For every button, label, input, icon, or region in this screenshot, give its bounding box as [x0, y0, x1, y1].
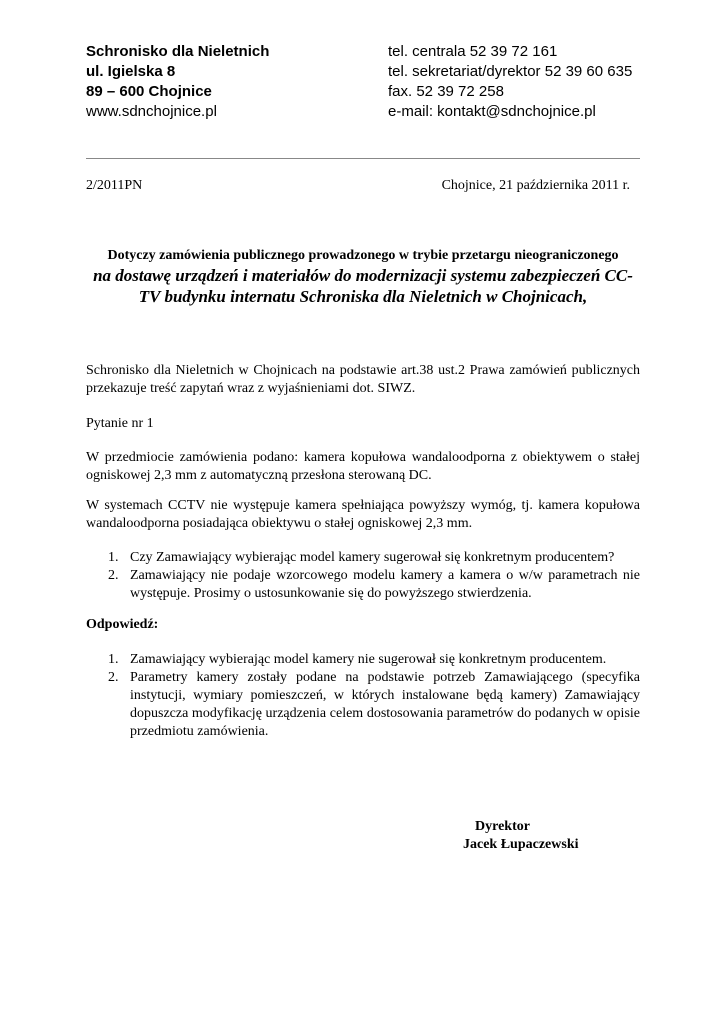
list-item-text: Zamawiający wybierając model kamery nie sugerował się konkretnym producentem. — [130, 652, 607, 667]
signature-name: Jacek Łupaczewski — [463, 837, 579, 852]
subject-line-1: Dotyczy zamówienia publicznego prowadzonego w trybie przetargu nieograniczonego — [107, 248, 619, 263]
list-item — [86, 549, 640, 567]
list-number: 1. — [108, 550, 119, 565]
org-name: Schronisko dla Nieletnich — [86, 43, 270, 60]
list-item-text: Czy Zamawiający wybierając model kamery sugerował się konkretnym producentem? — [130, 550, 615, 565]
list-item — [86, 651, 640, 669]
answer-heading: Odpowiedź: — [86, 617, 159, 632]
postal-city: 89 – 600 Chojnice — [86, 83, 212, 100]
intro-paragraph: Schronisko dla Nieletnich w Chojnicach na podstawie art.38 ust.2 Prawa zamówień publicznych przekazuje treść zapytań wraz z wyjaśnieniami dot. SIWZ. — [86, 363, 640, 396]
subject-block — [86, 247, 640, 307]
reference-number: 2/2011PN — [86, 178, 143, 193]
header-divider — [86, 158, 640, 159]
list-number: 2. — [108, 670, 119, 685]
contact-block — [388, 42, 632, 122]
question-heading: Pytanie nr 1 — [86, 416, 154, 431]
list-item — [86, 669, 640, 741]
question-paragraph-2: W systemach CCTV nie występuje kamera spełniająca powyższy wymóg, tj. kamera kopułowa wandaloodporna posiadająca obiektywu o stałej ogniskowej 2,3 mm. — [86, 498, 640, 531]
sender-address-block — [86, 42, 269, 122]
signature-title: Dyrektor — [475, 819, 530, 834]
list-item-text: Zamawiający nie podaje wzorcowego modelu kamery a kamera o w/w parametrach nie występuje. Prosimy o ustosunkowanie się do powyższego stwierdzenia. — [130, 568, 640, 601]
answer-list — [86, 651, 640, 741]
question-paragraph-1: W przedmiocie zamówienia podano: kamera kopułowa wandaloodporna z obiektywem o stałej ogniskowej 2,3 mm z automatyczną przesłona sterowaną DC. — [86, 450, 640, 483]
phone-secretariat: tel. sekretariat/dyrektor 52 39 60 635 — [388, 63, 633, 80]
fax-number: fax. 52 39 72 258 — [388, 83, 504, 100]
subject-line-2: na dostawę urządzeń i materiałów do modernizacji systemu zabezpieczeń CC-TV budynku internatu Schroniska dla Nieletnich w Chojnicach, — [93, 266, 633, 306]
place-date: Chojnice, 21 października 2011 r. — [441, 178, 630, 193]
list-number: 1. — [108, 652, 119, 667]
street-address: ul. Igielska 8 — [86, 63, 176, 80]
email-address: e-mail: kontakt@sdnchojnice.pl — [388, 103, 596, 120]
question-list — [86, 549, 640, 603]
phone-main: tel. centrala 52 39 72 161 — [388, 43, 558, 60]
list-item — [86, 567, 640, 603]
list-number: 2. — [108, 568, 119, 583]
list-item-text: Parametry kamery zostały podane na podstawie potrzeb Zamawiającego (specyfika instytucji, wymiary pomieszczeń, w których instalowane będą kamery) Zamawiający dopuszcza modyfikację urządzenia celem dostosowania parametrów do podanych w opisie przedmiotu zamówienia. — [130, 670, 640, 739]
website: www.sdnchojnice.pl — [86, 103, 217, 120]
